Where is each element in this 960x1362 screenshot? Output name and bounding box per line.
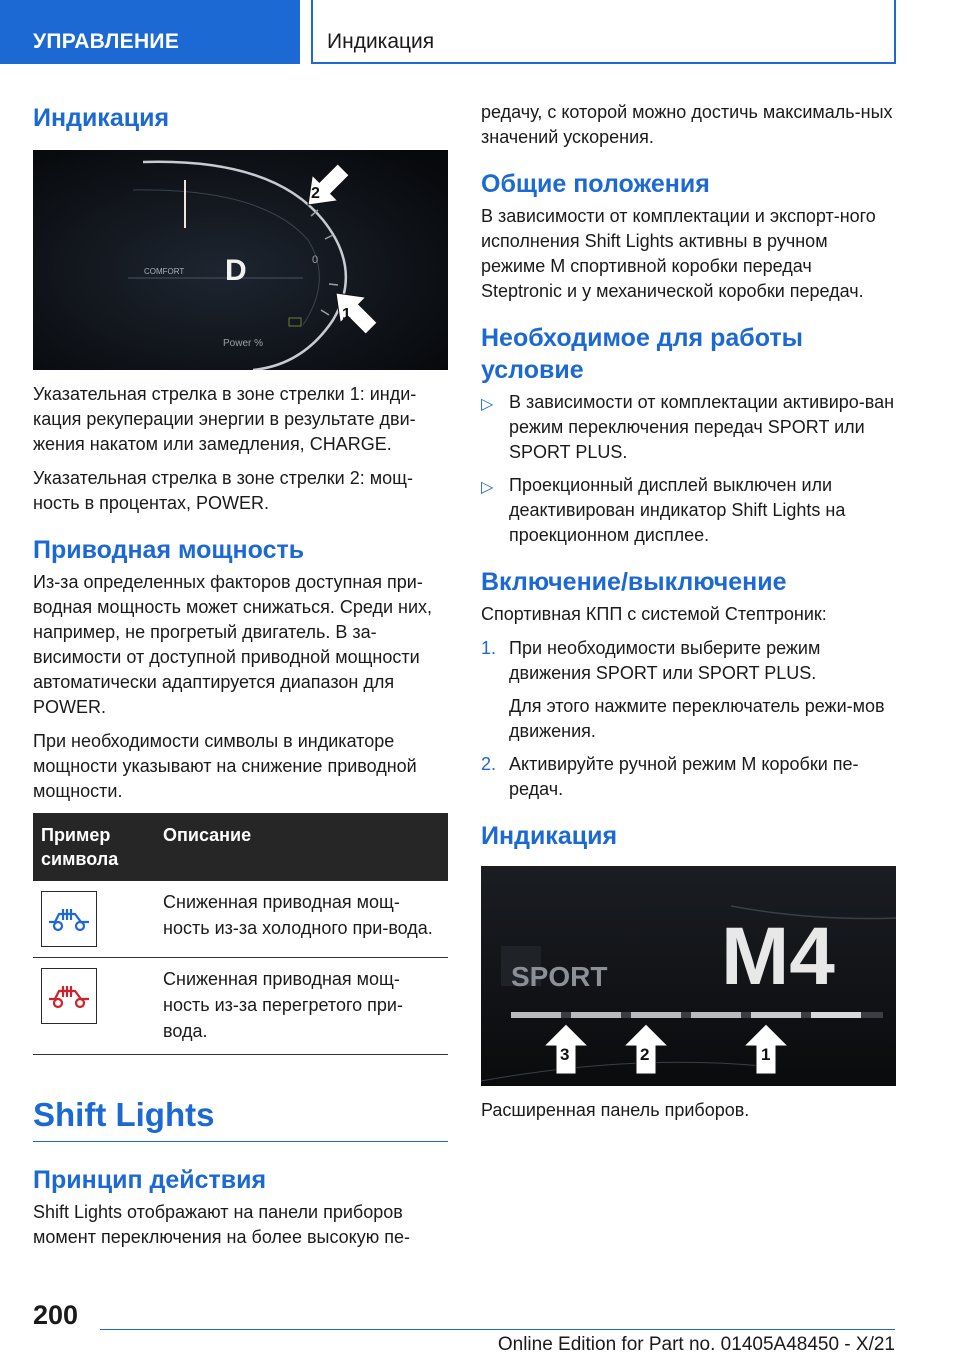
list-item: 2. Активируйте ручной режим M коробки пе-редач. — [481, 754, 859, 799]
gauge-gear-label: D — [225, 254, 247, 287]
table-header-symbol: Пример символа — [33, 813, 155, 881]
table-header-description: Описание — [155, 813, 448, 881]
right-column — [481, 100, 896, 1132]
on-off-paragraph: Спортивная КПП с системой Стептроник: — [481, 604, 827, 624]
car-hot-icon — [41, 968, 97, 1024]
arrow-3-number: 3 — [560, 1045, 570, 1064]
arrow-1-number: 1 — [342, 306, 351, 323]
arrow-2-number: 2 — [640, 1045, 650, 1064]
heading-on-off: Включение/выключение — [481, 568, 787, 596]
power-paragraph-1: Из-за определенных факторов доступная при-водная мощность может снижаться. Среди них, например, не прогретый двигатель. В за-висимости от доступной приводной мощности автоматически адаптируется диапазон для POWER. — [33, 572, 433, 717]
gauge-power-label: Power % — [223, 338, 264, 349]
display-paragraph-1: Указательная стрелка в зоне стрелки 1: инди-кация рекуперации энергии в результате дви-жения накатом или замедления, CHARGE. — [33, 384, 417, 454]
arrow-1-number: 1 — [761, 1045, 771, 1064]
page-number: 200 — [33, 1300, 79, 1330]
table-row — [33, 881, 448, 958]
heading-display: Индикация — [33, 104, 170, 132]
arrow-2-number: 2 — [311, 185, 320, 202]
steps-list — [481, 636, 896, 802]
cluster-image — [481, 866, 896, 1086]
triangle-bullet-icon: ▷ — [481, 479, 494, 496]
table-row-description: Сниженная приводная мощ-ность из-за перегретого при-вода. — [155, 958, 448, 1055]
power-paragraph-2: При необходимости символы в индикаторе мощности указывают на снижение приводной мощности. — [33, 731, 417, 801]
display-paragraph-2: Указательная стрелка в зоне стрелки 2: мощ-ность в процентах, POWER. — [33, 468, 413, 513]
list-item: ▷ В зависимости от комплектации активиро-ван режим переключения передач SPORT или SPORT PLUS. — [481, 392, 895, 462]
table-header-row — [33, 813, 448, 881]
left-column — [33, 90, 448, 1259]
triangle-bullet-icon: ▷ — [481, 396, 494, 413]
heading-shift-lights: Shift Lights — [33, 1095, 448, 1142]
principle-paragraph: Shift Lights отображают на панели приборов момент переключения на более высокую пе- — [33, 1202, 410, 1247]
gauge-image — [33, 150, 448, 370]
heading-display-2: Индикация — [481, 822, 618, 850]
heading-principle: Принцип действия — [33, 1166, 267, 1194]
gauge-comfort-label: COMFORT — [144, 267, 185, 276]
shift-light-bar — [511, 1012, 883, 1018]
chapter-title: Индикация — [311, 0, 896, 64]
conditions-list — [481, 390, 896, 548]
table-row — [33, 958, 448, 1055]
step-number: 2. — [481, 754, 497, 774]
heading-conditions: Необходимое для работы условие — [481, 324, 803, 384]
gauge-zero-label: 0 — [312, 254, 319, 266]
image-caption: Расширенная панель приборов. — [481, 1100, 750, 1120]
page-header — [0, 0, 960, 68]
section-tab: УПРАВЛЕНИЕ — [0, 0, 300, 64]
cluster-sport-label: SPORT — [511, 961, 608, 992]
footer-divider — [100, 1329, 895, 1330]
footer-edition: Online Edition for Part no. 01405A48450 - X/21 — [497, 1334, 895, 1355]
step-number: 1. — [481, 638, 497, 658]
car-cold-icon — [41, 891, 97, 947]
list-item: 1. При необходимости выберите режим движения SPORT или SPORT PLUS. Для этого нажмите переключатель режи-мов движения. — [481, 638, 885, 741]
heading-general: Общие положения — [481, 170, 710, 198]
cluster-gear-label: M4 — [721, 911, 835, 1002]
symbol-table — [33, 813, 448, 1055]
list-item: ▷ Проекционный дисплей выключен или деактивирован индикатор Shift Lights на проекционном дисплее. — [481, 475, 846, 545]
table-row-description: Сниженная приводная мощ-ность из-за холодного при-вода. — [155, 881, 448, 958]
principle-continued: редачу, с которой можно достичь максималь-ных значений ускорения. — [481, 102, 893, 147]
general-paragraph: В зависимости от комплектации и экспорт-ного исполнения Shift Lights активны в ручном режиме M спортивной коробки передач Steptronic и у механической коробки передач. — [481, 206, 876, 301]
heading-drive-power: Приводная мощность — [33, 536, 305, 564]
